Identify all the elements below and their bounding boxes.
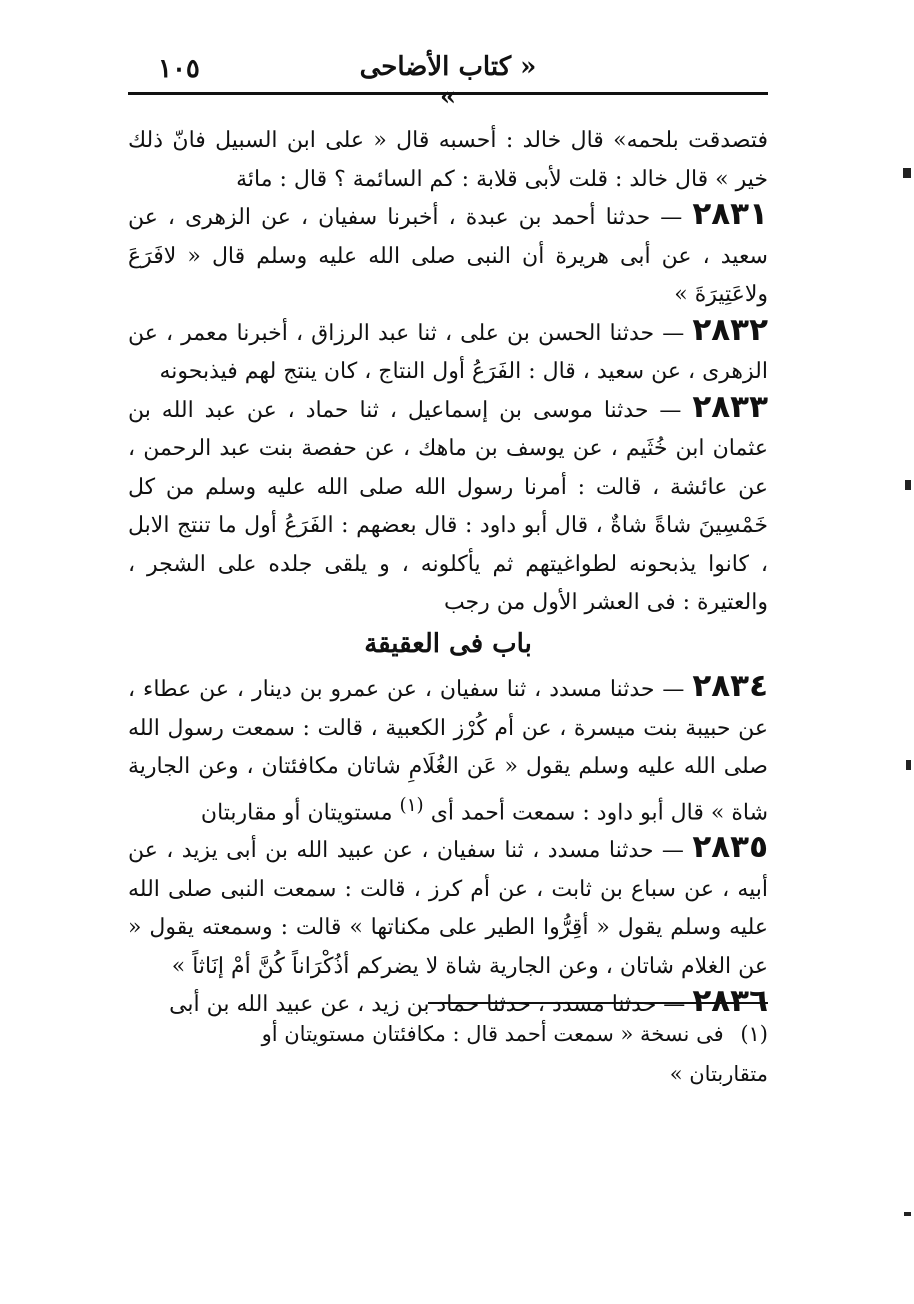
page-header [128,50,768,112]
hadith-text: — حدثنا أحمد بن عبدة ، أخبرنا سفيان ، عن الزهرى ، عن سعيد ، عن أبى هريرة أن النبى صلى الله عليه وسلم قال « لافَرَعَ ولاعَتِيرَةَ » [128,205,768,307]
hadith-text-continued: مستويتان أو مقاربتان [200,799,393,825]
hadith-text: — حدثنا موسى بن إسماعيل ، ثنا حماد ، عن عبد الله بن عثمان ابن خُثَيم ، عن يوسف بن ماهك ، عن حفصة بنت عبد الرحمن ، عن عائشة ، قالت : أمرنا رسول الله صلى الله عليه وسلم من كل خَمْسِينَ شاةً شاةٌ ، قال أبو داود : قال بعضهم : الفَرَعُ أول ما تنتج الابل ، كانوا يذبحونه لطواغيتهم ثم يأكلونه ، و يلقى جلده على الشجر ، والعتيرة : فى العشر الأول من رجب [128,397,768,615]
hadith-number: ٢٨٣١ [692,196,769,232]
margin-mark [903,168,911,178]
section-heading: باب فى العقيقة [364,628,532,659]
footnote [200,1014,768,1094]
hadith-2833 [128,388,768,623]
margin-mark [904,1212,911,1216]
hadith-2832 [128,311,768,392]
hadith-text: — حدثنا الحسن بن على ، ثنا عبد الرزاق ، أخبرنا معمر ، عن الزهرى ، عن سعيد ، قال : الفَرَعُ أول النتاج ، كان ينتج لهم فيذبحونه [128,320,768,384]
footnote-marker: (١) [740,1022,768,1046]
intro-text: فتصدقت بلحمه» قال خالد : أحسبه قال « على ابن السبيل فانّ ذلك خير » قال خالد : قلت لأبى قلابة : كم السائمة ؟ قال : مائة [128,128,768,192]
hadith-number: ٢٨٣٢ [692,311,768,348]
hadith-number: ٢٨٣٦ [692,983,768,1020]
page-number: ١٠٥ [158,54,200,84]
running-title: « كتاب الأضاحى » [359,52,537,112]
margin-mark [906,760,911,770]
hadith-number: ٢٨٣٣ [692,388,768,425]
hadith-2831 [128,196,769,315]
hadith-number: ٢٨٣٥ [692,829,768,866]
footnote-text: فى نسخة « سمعت أحمد قال : مكافئتان مستويتان أو متقاربتان » [261,1022,768,1086]
intro-paragraph [128,122,768,199]
hadith-text: — حدثنا مسدد ، حدثنا حماد بن زيد ، عن عبيد الله بن أبى [169,992,686,1018]
hadith-number: ٢٨٣٤ [692,668,768,704]
margin-mark [905,480,911,490]
footnote-reference: (١) [399,794,424,816]
header-rule [128,92,768,95]
hadith-2834 [128,668,768,832]
body-text [128,122,768,1025]
hadith-2835 [128,829,768,986]
footnote-rule [428,1002,768,1004]
hadith-text: — حدثنا مسدد ، ثنا سفيان ، عن عمرو بن دينار ، عن عطاء ، عن حبيبة بنت ميسرة ، عن أم كُرْز الكعبية ، قالت : سمعت رسول الله صلى الله عليه وسلم يقول « عَن الغُلَامِ شاتان مكافئتان ، وعن الجارية شاة » قال أبو داود : سمعت أحمد أى [128,677,768,825]
hadith-text: — حدثنا مسدد ، ثنا سفيان ، عن عبيد الله بن أبى يزيد ، عن أبيه ، عن سباع بن ثابت ، عن أم كرز ، قالت : سمعت النبى صلى الله عليه وسلم يقول « أقِرُّوا الطير على مكناتها » قالت : وسمعته يقول « عن الغلام شاتان ، وعن الجارية شاة لا يضركم أذُكْرَاناً كُنَّ أمْ إنَاثاً » [128,838,768,979]
